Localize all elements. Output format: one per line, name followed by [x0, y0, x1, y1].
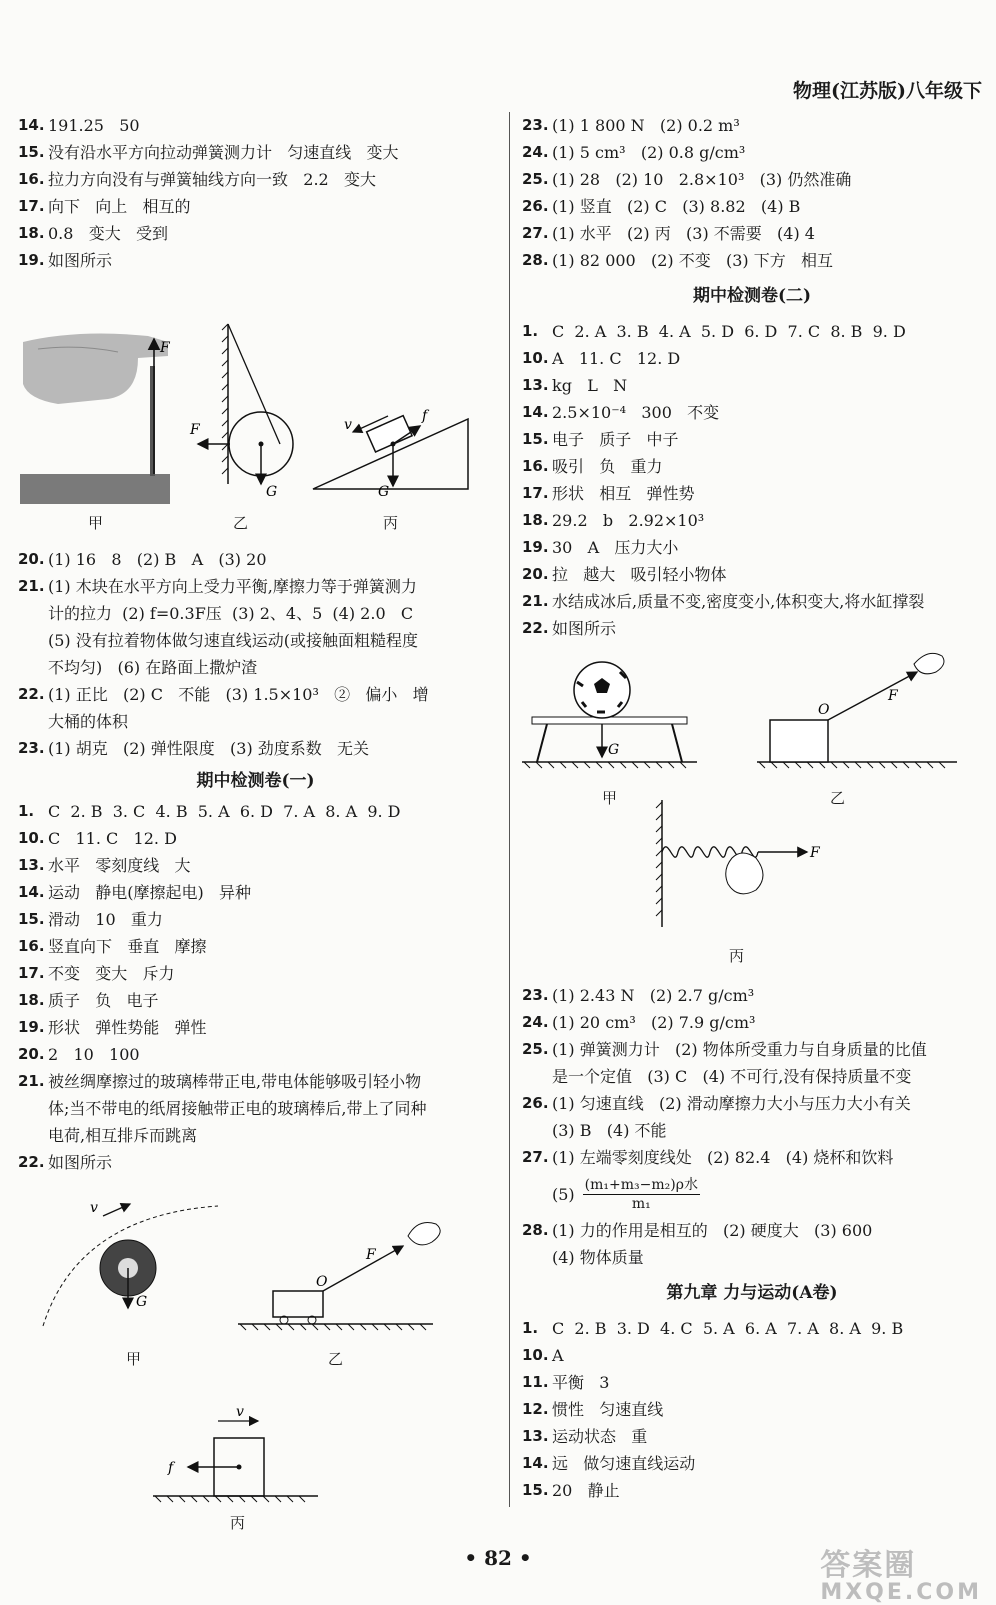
answer-number: 25. — [522, 170, 549, 188]
label-F-3: F — [366, 1247, 376, 1263]
answer-text: (1) 竖直 (2) C (3) 8.82 (4) B — [552, 197, 801, 216]
answer-item — [522, 615, 982, 642]
answer-item — [18, 960, 493, 987]
answer-item — [18, 1149, 493, 1176]
answer-text: 191.25 50 — [48, 116, 140, 135]
answer-text: 如图所示 — [48, 1153, 113, 1172]
answer-item — [18, 1041, 493, 1068]
answer-item — [522, 1423, 982, 1450]
answer-number: 19. — [18, 1018, 45, 1036]
answer-item — [18, 906, 493, 933]
answer-number: 16. — [18, 937, 45, 955]
answer-number: 21. — [522, 592, 549, 610]
answer-item — [18, 852, 493, 879]
label-G-1: G — [266, 484, 278, 500]
label-F-1: F — [160, 340, 170, 356]
answer-item — [522, 982, 982, 1009]
caption-jia-3: 甲 — [602, 789, 618, 807]
answer-number: 15. — [18, 910, 45, 928]
formula-prefix: (5) — [552, 1184, 575, 1204]
section-title-chapter-9: 第九章 力与运动(A卷) — [666, 1283, 838, 1303]
answer-item — [18, 1014, 493, 1041]
answer-number: 10. — [522, 1346, 549, 1364]
answer-item — [18, 546, 493, 573]
answer-item — [522, 1477, 982, 1504]
answer-item — [522, 561, 982, 588]
answer-text: 形状 相互 弹性势 — [552, 484, 695, 503]
answer-text: (1) 1 800 N (2) 0.2 m³ — [552, 116, 740, 135]
label-G-4: G — [608, 742, 620, 758]
watermark-url: MXQE.COM — [820, 1580, 982, 1605]
figure-22-b — [522, 642, 982, 982]
answer-continuation — [522, 1063, 982, 1090]
answer-text: 不变 变大 斥力 — [48, 964, 175, 983]
answer-text: 大桶的体积 — [48, 712, 129, 731]
label-f-2: f — [168, 1460, 174, 1476]
caption-yi-2: 乙 — [328, 1350, 344, 1368]
answer-text: (1) 82 000 (2) 不变 (3) 下方 相互 — [552, 251, 834, 270]
answer-item — [522, 399, 982, 426]
answer-text: (1) 匀速直线 (2) 滑动摩擦力大小与压力大小有关 — [552, 1094, 911, 1113]
answer-number: 18. — [522, 511, 549, 529]
answer-text: 远 做匀速直线运动 — [552, 1454, 696, 1473]
answer-item — [522, 453, 982, 480]
answer-number: 20. — [18, 550, 45, 568]
label-F-5: F — [810, 845, 820, 861]
answer-text: 30 A 压力大小 — [552, 538, 679, 557]
label-v-1: v — [344, 417, 352, 433]
answer-text: 滑动 10 重力 — [48, 910, 163, 929]
answer-text: 拉力方向没有与弹簧轴线方向一致 2.2 变大 — [48, 170, 376, 189]
caption-jia: 甲 — [88, 514, 104, 532]
answer-text: 20 静止 — [552, 1481, 620, 1500]
answer-text: 电子 质子 中子 — [552, 430, 679, 449]
answer-number: 17. — [18, 964, 45, 982]
answers-group-r-e — [522, 1315, 982, 1504]
answer-text: (1) 力的作用是相互的 (2) 硬度大 (3) 600 — [552, 1221, 873, 1240]
answer-text: (1) 16 8 (2) B A (3) 20 — [48, 550, 267, 569]
answer-text: 如图所示 — [552, 619, 617, 638]
answer-text: 2.5×10⁻⁴ 300 不变 — [552, 403, 720, 422]
answer-text: 形状 弹性势能 弹性 — [48, 1018, 207, 1037]
label-f-1: f — [422, 408, 428, 424]
answer-text: 计的拉力 (2) f=0.3F压 (3) 2、4、5 (4) 2.0 C — [48, 604, 414, 623]
answer-number: 14. — [18, 883, 45, 901]
answer-number: 25. — [522, 1040, 549, 1058]
answer-number: 27. — [522, 224, 549, 242]
page-number: • 82 • — [464, 1546, 532, 1570]
answer-continuation — [522, 1117, 982, 1144]
formula-numerator: (m₁+m₃−m₂)ρ水 — [584, 1176, 698, 1193]
label-G-3: G — [136, 1294, 148, 1310]
answer-number: 14. — [522, 403, 549, 421]
answer-item — [18, 573, 493, 600]
answer-item — [18, 879, 493, 906]
answer-text: (1) 弹簧测力计 (2) 物体所受重力与自身质量的比值 — [552, 1040, 927, 1059]
answer-text: 吸引 负 重力 — [552, 457, 663, 476]
answer-item — [18, 1068, 493, 1095]
answer-item — [522, 1315, 982, 1342]
answer-number: 13. — [522, 376, 549, 394]
answer-text: (1) 2.43 N (2) 2.7 g/cm³ — [552, 986, 755, 1005]
answers-group-r-d — [522, 1217, 982, 1271]
answer-text: (1) 左端零刻度线处 (2) 82.4 (4) 烧杯和饮料 — [552, 1148, 894, 1167]
figure-22-b-drawing — [522, 642, 982, 962]
answer-item — [522, 193, 982, 220]
answer-number: 16. — [18, 170, 45, 188]
answer-text: (5) 没有拉着物体做匀速直线运动(或接触面粗糙程度 — [48, 631, 418, 650]
answer-text: 质子 负 电子 — [48, 991, 159, 1010]
answer-continuation — [18, 654, 493, 681]
answer-text: 电荷,相互排斥而跳离 — [48, 1126, 198, 1145]
answer-number: 11. — [522, 1373, 549, 1391]
answer-text: (1) 28 (2) 10 2.8×10³ (3) 仍然准确 — [552, 170, 852, 189]
answer-item — [522, 426, 982, 453]
section-title-midterm-1: 期中检测卷(一) — [196, 771, 315, 791]
answer-text: (4) 物体质量 — [552, 1248, 644, 1267]
answers-group-r-b — [522, 318, 982, 642]
answer-text: 水平 零刻度线 大 — [48, 856, 191, 875]
indent — [18, 654, 48, 681]
answer-number: 14. — [522, 1454, 549, 1472]
hanging-ball — [198, 324, 293, 484]
answer-item — [522, 1144, 982, 1171]
answer-number: 16. — [522, 457, 549, 475]
answers-group-r-a — [522, 112, 982, 274]
answer-number: 21. — [18, 1072, 45, 1090]
answer-number: 26. — [522, 1094, 549, 1112]
answer-item — [522, 220, 982, 247]
answer-number: 12. — [522, 1400, 549, 1418]
answer-number: 24. — [522, 1013, 549, 1031]
answer-text: kg L N — [552, 376, 628, 395]
answer-number: 10. — [522, 349, 549, 367]
answer-item — [522, 534, 982, 561]
answer-text: 被丝绸摩擦过的玻璃棒带正电,带电体能够吸引轻小物 — [48, 1072, 422, 1091]
label-v-3: v — [236, 1404, 244, 1420]
answer-continuation — [18, 708, 493, 735]
answer-text: A — [552, 1346, 564, 1365]
answer-item — [522, 372, 982, 399]
answers-group-r-c — [522, 982, 982, 1171]
answer-continuation — [18, 1095, 493, 1122]
label-v-2: v — [90, 1200, 98, 1216]
answer-text: (1) 正比 (2) C 不能 (3) 1.5×10³ ② 偏小 增 — [48, 685, 429, 704]
answer-text: C 2. B 3. D 4. C 5. A 6. A 7. A 8. A 9. B — [552, 1319, 904, 1338]
answer-item — [522, 247, 982, 274]
answer-number: 15. — [522, 430, 549, 448]
right-column — [522, 112, 982, 1504]
answer-text: (1) 木块在水平方向上受力平衡,摩擦力等于弹簧测力 — [48, 577, 417, 596]
answer-item — [522, 588, 982, 615]
answer-item — [18, 112, 493, 139]
answer-item — [522, 345, 982, 372]
answer-number: 23. — [522, 986, 549, 1004]
answer-item — [522, 1396, 982, 1423]
answer-number: 28. — [522, 251, 549, 269]
answer-item — [18, 139, 493, 166]
answer-number: 1. — [522, 1319, 539, 1337]
answer-number: 10. — [18, 829, 45, 847]
answer-number: 20. — [522, 565, 549, 583]
indent — [18, 708, 48, 735]
answer-item — [522, 1090, 982, 1117]
answer-item — [522, 480, 982, 507]
formula-denominator: m₁ — [631, 1195, 651, 1212]
answer-number: 17. — [522, 484, 549, 502]
answer-text: 2 10 100 — [48, 1045, 140, 1064]
answer-number: 15. — [18, 143, 45, 161]
answer-text: 运动状态 重 — [552, 1427, 648, 1446]
answers-group-c — [18, 798, 493, 1176]
answer-item — [522, 1369, 982, 1396]
answer-text: 竖直向下 垂直 摩擦 — [48, 937, 207, 956]
answer-continuation — [18, 1122, 493, 1149]
answer-item — [18, 193, 493, 220]
watermark-logo — [820, 1540, 982, 1605]
answer-text: C 2. B 3. C 4. B 5. A 6. D 7. A 8. A 9. D — [48, 802, 401, 821]
indent — [522, 1117, 552, 1144]
caption-bing: 丙 — [383, 514, 399, 532]
answer-text: (1) 5 cm³ (2) 0.8 g/cm³ — [552, 143, 746, 162]
answer-number: 23. — [522, 116, 549, 134]
answer-text: 是一个定值 (3) C (4) 不可行,没有保持质量不变 — [552, 1067, 912, 1086]
answer-continuation — [18, 600, 493, 627]
answer-item — [18, 735, 493, 762]
answer-item — [522, 1342, 982, 1369]
figure-19-drawing — [18, 274, 493, 514]
answer-text: 如图所示 — [48, 251, 113, 270]
answers-group-b — [18, 546, 493, 762]
answer-text: 没有沿水平方向拉动弹簧测力计 匀速直线 变大 — [48, 143, 399, 162]
answer-item — [18, 247, 493, 274]
caption-jia-2: 甲 — [126, 1350, 142, 1368]
answer-number: 1. — [522, 322, 539, 340]
answer-text: (1) 胡克 (2) 弹性限度 (3) 劲度系数 无关 — [48, 739, 370, 758]
label-F-2: F — [190, 422, 200, 438]
answer-number: 13. — [18, 856, 45, 874]
answer-number: 21. — [18, 577, 45, 595]
caption-bing-2: 丙 — [230, 1514, 246, 1532]
figure-22-a-drawing — [18, 1176, 493, 1506]
answer-number: 22. — [522, 619, 549, 637]
indent — [18, 1122, 48, 1149]
running-header: 物理(江苏版)八年级下 — [793, 80, 982, 102]
caption-yi: 乙 — [233, 514, 249, 532]
answer-continuation — [18, 627, 493, 654]
answer-number: 17. — [18, 197, 45, 215]
label-O-1: O — [316, 1274, 328, 1290]
answer-text: C 2. A 3. B 4. A 5. D 6. D 7. C 8. B 9. D — [552, 322, 906, 341]
answer-item — [522, 1217, 982, 1244]
answer-text: C 11. C 12. D — [48, 829, 177, 848]
answer-number: 18. — [18, 991, 45, 1009]
answer-text: 29.2 b 2.92×10³ — [552, 511, 705, 530]
answer-item — [18, 987, 493, 1014]
answer-item — [18, 825, 493, 852]
answer-item — [522, 166, 982, 193]
answer-number: 18. — [18, 224, 45, 242]
answer-text: 0.8 变大 受到 — [48, 224, 168, 243]
answer-number: 1. — [18, 802, 35, 820]
label-O-2: O — [818, 702, 830, 718]
answer-item — [522, 318, 982, 345]
indent — [18, 1095, 48, 1122]
answer-item — [18, 166, 493, 193]
answers-group-a — [18, 112, 493, 274]
answer-text: 向下 向上 相互的 — [48, 197, 191, 216]
incline-block — [313, 416, 468, 489]
answer-item — [522, 1036, 982, 1063]
answer-text: 不均匀) (6) 在路面上撒炉渣 — [48, 658, 258, 677]
answer-item — [18, 798, 493, 825]
answer-text: (1) 水平 (2) 丙 (3) 不需要 (4) 4 — [552, 224, 815, 243]
answer-item — [522, 507, 982, 534]
label-G-2: G — [378, 484, 390, 500]
answer-number: 19. — [18, 251, 45, 269]
answer-27-5 — [522, 1171, 982, 1217]
indent — [18, 600, 48, 627]
hand-photo — [20, 334, 170, 504]
answer-number: 26. — [522, 197, 549, 215]
answer-number: 22. — [18, 685, 45, 703]
answer-number: 22. — [18, 1153, 45, 1171]
answer-number: 27. — [522, 1148, 549, 1166]
answer-number: 19. — [522, 538, 549, 556]
answer-text: (1) 20 cm³ (2) 7.9 g/cm³ — [552, 1013, 756, 1032]
indent — [522, 1063, 552, 1090]
watermark-text: 答案圈 — [820, 1548, 917, 1583]
caption-bing-3: 丙 — [729, 947, 745, 965]
answer-text: 惯性 匀速直线 — [552, 1400, 664, 1419]
answer-number: 20. — [18, 1045, 45, 1063]
left-column — [18, 112, 493, 1536]
column-divider — [509, 112, 510, 1507]
answer-number: 14. — [18, 116, 45, 134]
label-F-4: F — [888, 688, 898, 704]
answer-item — [522, 1450, 982, 1477]
answer-text: 平衡 3 — [552, 1373, 610, 1392]
answer-number: 24. — [522, 143, 549, 161]
answer-text: 运动 静电(摩擦起电) 异种 — [48, 883, 252, 902]
indent — [18, 627, 48, 654]
answer-continuation — [522, 1244, 982, 1271]
answer-number: 15. — [522, 1481, 549, 1499]
formula-fraction — [583, 1176, 700, 1213]
caption-yi-3: 乙 — [830, 789, 846, 807]
answer-item — [18, 681, 493, 708]
answer-item — [522, 1009, 982, 1036]
answer-number: 23. — [18, 739, 45, 757]
answer-text: 水结成冰后,质量不变,密度变小,体积变大,将水缸撑裂 — [552, 592, 925, 611]
answer-item — [522, 139, 982, 166]
section-title-midterm-2: 期中检测卷(二) — [692, 286, 812, 306]
answer-item — [18, 220, 493, 247]
answer-number: 13. — [522, 1427, 549, 1445]
answer-text: 拉 越大 吸引轻小物体 — [552, 565, 727, 584]
answer-item — [18, 933, 493, 960]
answer-number: 28. — [522, 1221, 549, 1239]
figure-22-a — [18, 1176, 493, 1536]
answer-text: 体;当不带电的纸屑接触带正电的玻璃棒后,带上了同种 — [48, 1099, 427, 1118]
answer-item — [522, 112, 982, 139]
indent — [522, 1244, 552, 1271]
answer-text: A 11. C 12. D — [552, 349, 681, 368]
figure-19 — [18, 274, 493, 532]
answer-text: (3) B (4) 不能 — [552, 1121, 667, 1140]
